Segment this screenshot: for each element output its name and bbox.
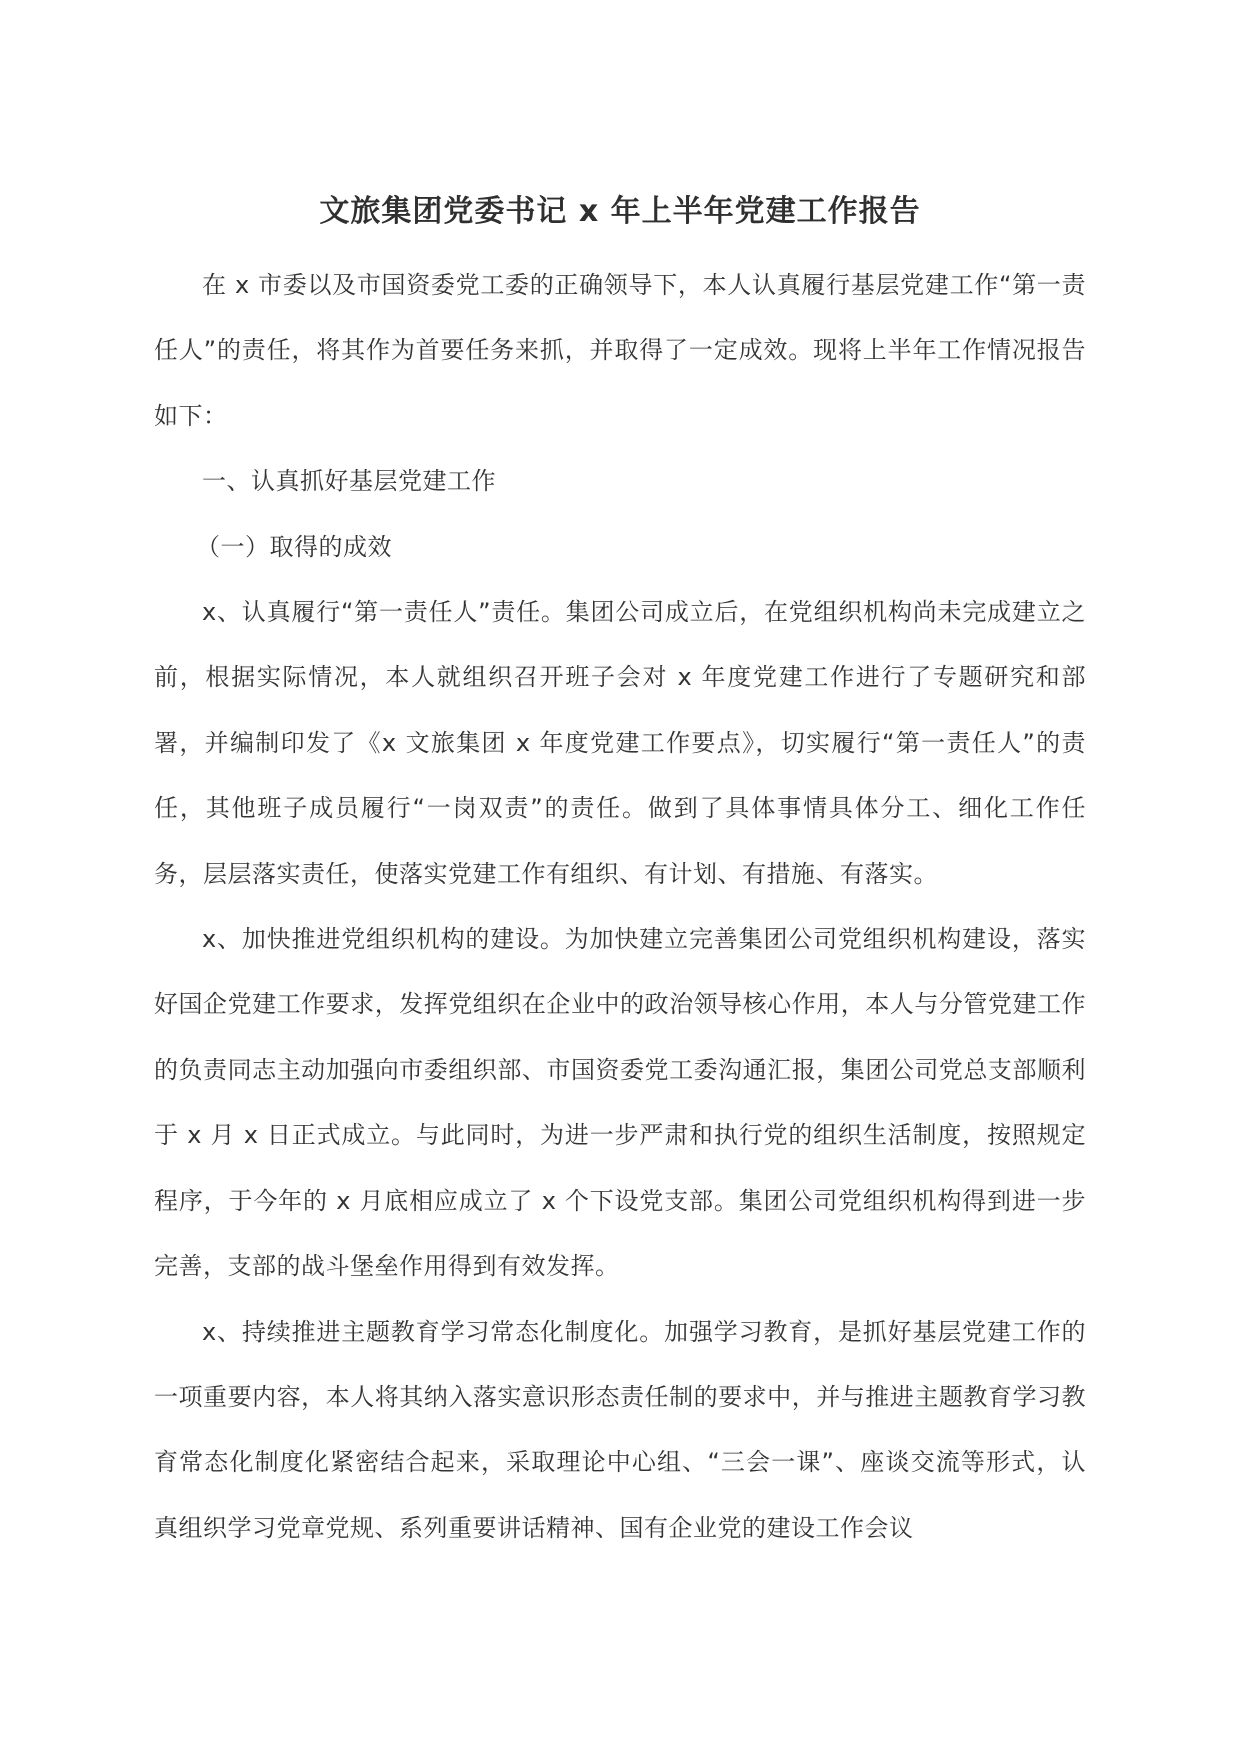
section-heading: 一、认真抓好基层党建工作	[202, 467, 496, 496]
body-paragraph: x、认真履行“第一责任人”责任。集团公司成立后，在党组织机构尚未完成建立之前，根据实际情况，本人就组织召开班子会对 x 年度党建工作进行了专题研究和部署，并编制印发了《x 文旅集团 x 年度党建工作要点》，切实履行“第一责任人”的责任，其他班子成员履行“一岗双责”的责任。做到了具体事情具体分工、细化工作任务，层层落实责任，使落实党建工作有组织、有计划、有措施、有落实。	[154, 598, 1086, 888]
body-paragraph: x、持续推进主题教育学习常态化制度化。加强学习教育，是抓好基层党建工作的一项重要内容，本人将其纳入落实意识形态责任制的要求中，并与推进主题教育学习教育常态化制度化紧密结合起来，采取理论中心组、“三会一课”、座谈交流等形式，认真组织学习党章党规、系列重要讲话精神、国有企业党的建设工作会议	[154, 1317, 1086, 1542]
subsection-heading: （一）取得的成效	[196, 532, 392, 561]
document-body	[154, 253, 1086, 1561]
intro-paragraph: 在 x 市委以及市国资委党工委的正确领导下，本人认真履行基层党建工作“第一责任人”的责任，将其作为首要任务来抓，并取得了一定成效。现将上半年工作情况报告如下：	[154, 271, 1086, 430]
body-paragraph: x、加快推进党组织机构的建设。为加快建立完善集团公司党组织机构建设，落实好国企党建工作要求，发挥党组织在企业中的政治领导核心作用，本人与分管党建工作的负责同志主动加强向市委组织部、市国资委党工委沟通汇报，集团公司党总支部顺利于 x 月 x 日正式成立。与此同时，为进一步严肃和执行党的组织生活制度，按照规定程序，于今年的 x 月底相应成立了 x 个下设党支部。集团公司党组织机构得到进一步完善，支部的战斗堡垒作用得到有效发挥。	[154, 925, 1086, 1281]
document-title: 文旅集团党委书记 x 年上半年党建工作报告	[319, 194, 921, 229]
